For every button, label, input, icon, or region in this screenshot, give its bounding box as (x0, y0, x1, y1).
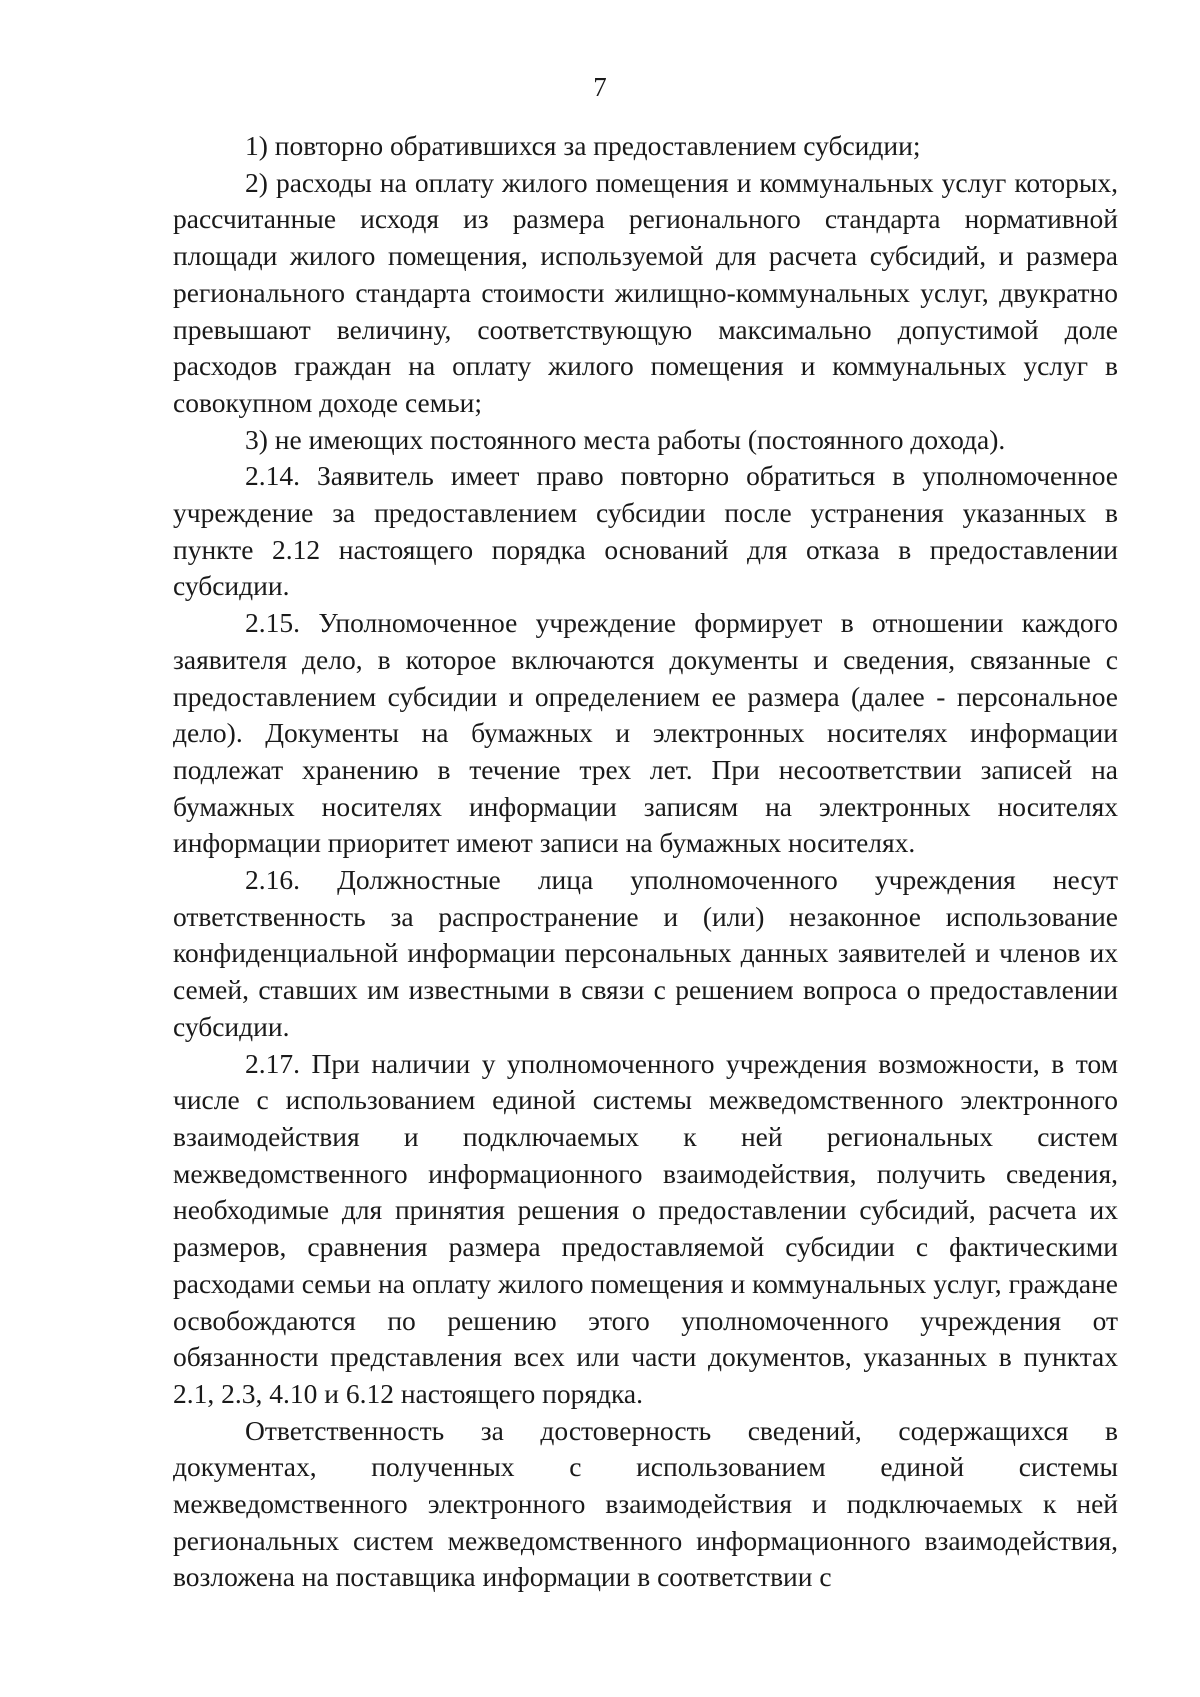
paragraph-2-15: 2.15. Уполномоченное учреждение формирует в отношении каждого заявителя дело, в которое включаются документы и сведения, связанные с предоставлением субсидии и определением ее размера (далее - персональное дело). Документы на бумажных и электронных носителях информации подлежат хранению в течение трех лет. При несоответствии записей на бумажных носителях информации записям на электронных носителях информации приоритет имеют записи на бумажных носителях. (173, 607, 1118, 859)
page-number: 7 (593, 72, 607, 102)
paragraph-2-14: 2.14. Заявитель имеет право повторно обратиться в уполномоченное учреждение за предоставлением субсидии после устранения указанных в пункте 2.12 настоящего порядка оснований для отказа в предоставлении субсидии. (173, 460, 1118, 602)
paragraph-item-1: 1) повторно обратившихся за предоставлением субсидии; (245, 130, 921, 161)
paragraph-2-17: 2.17. При наличии у уполномоченного учреждения возможности, в том числе с использованием единой системы межведомственного электронного взаимодействия и подключаемых к ней региональных систем межведомственного информационного взаимодействия, получить сведения, необходимые для принятия решения о предоставлении субсидий, расчета их размеров, сравнения размера предоставляемой субсидии с фактическими расходами семьи на оплату жилого помещения и коммунальных услуг, граждане освобождаются по решению этого уполномоченного учреждения от обязанности представления всех или части документов, указанных в пунктах 2.1, 2.3, 4.10 и 6.12 настоящего порядка. (173, 1047, 1118, 1409)
paragraph-item-2: 2) расходы на оплату жилого помещения и коммунальных услуг которых, рассчитанные исходя из размера регионального стандарта нормативной площади жилого помещения, используемой для расчета субсидий, и размера регионального стандарта стоимости жилищно-коммунальных услуг, двукратно превышают величину, соответствующую максимально допустимой доле расходов граждан на оплату жилого помещения и коммунальных услуг в совокупном доходе семьи; (173, 166, 1118, 418)
paragraph-item-3: 3) не имеющих постоянного места работы (постоянного дохода). (245, 423, 1006, 455)
paragraph-2-16: 2.16. Должностные лица уполномоченного учреждения несут ответственность за распространение и (или) незаконное использование конфиденциальной информации персональных данных заявителей и членов их семей, ставших им известными в связи с решением вопроса о предоставлении субсидии. (173, 864, 1118, 1042)
document-body (173, 128, 1118, 1596)
paragraph-responsibility: Ответственность за достоверность сведений, содержащихся в документах, полученных с использованием единой системы межведомственного электронного взаимодействия и подключаемых к ней региональных систем межведомственного информационного взаимодействия, возложена на поставщика информации в соответствии с (173, 1414, 1118, 1593)
